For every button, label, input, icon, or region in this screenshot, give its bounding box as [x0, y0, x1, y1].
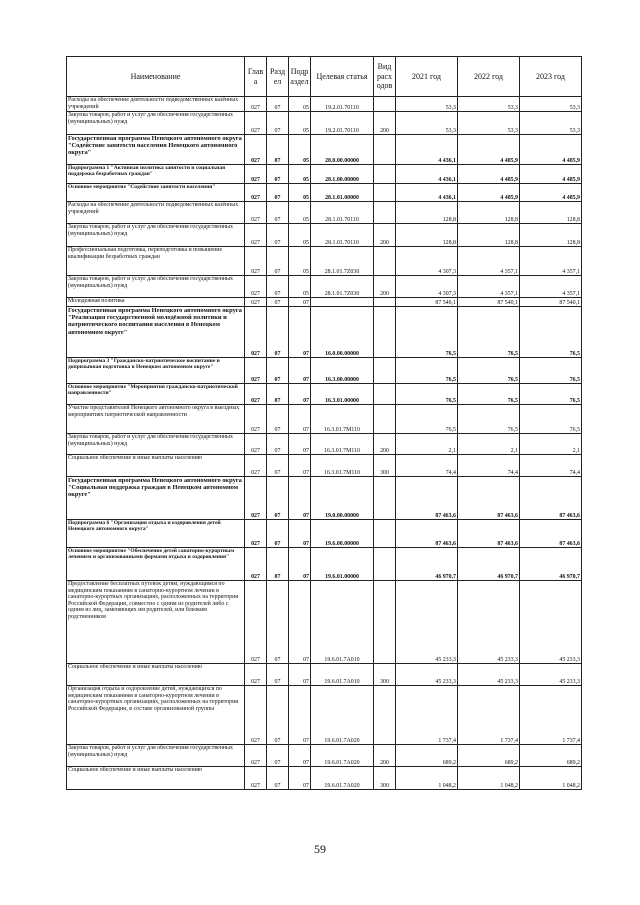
- row-glava: 027: [245, 112, 267, 135]
- row-podrazdel: 07: [289, 581, 311, 664]
- row-vid: 300: [374, 664, 396, 686]
- row-podrazdel: 05: [289, 276, 311, 298]
- row-podrazdel: 05: [289, 112, 311, 135]
- row-2021: 76,5: [396, 384, 458, 405]
- header-glava: Глав а: [245, 57, 267, 97]
- row-2022: 128,8: [458, 202, 520, 224]
- row-2021: 4 436,1: [396, 184, 458, 202]
- row-2021: 689,2: [396, 745, 458, 767]
- header-razdel: Разд ел: [267, 57, 289, 97]
- row-name: Расходы на обеспечение деятельности подведомственных казённых учреждений: [67, 202, 245, 224]
- row-2021: 4 436,1: [396, 135, 458, 165]
- table-row: [67, 112, 582, 135]
- table-row: [67, 358, 582, 384]
- row-podrazdel: 07: [289, 384, 311, 405]
- row-2022: 45 233,3: [458, 581, 520, 664]
- row-tselevaya: 16.3.00.00000: [311, 358, 374, 384]
- table-row: [67, 686, 582, 745]
- row-tselevaya: 19.2.01.70110: [311, 97, 374, 112]
- row-tselevaya: 28.1.01.7Z030: [311, 247, 374, 276]
- row-tselevaya: 19.6.01.7A020: [311, 767, 374, 790]
- row-razdel: 07: [267, 247, 289, 276]
- row-2023: 4 357,1: [520, 247, 582, 276]
- row-glava: 027: [245, 165, 267, 184]
- row-name: Основное мероприятие "Обеспечение детей санаторно-курортным лечением и организованными формами отдыха и оздоровления": [67, 548, 245, 581]
- row-razdel: 07: [267, 767, 289, 790]
- row-vid: [374, 477, 396, 520]
- row-name: Предоставление бесплатных путевок детям, нуждающимся по медицинским показаниям в санаторно-курортном лечении в санаторно-курортных организациях, расположенных на территории Российской Федерации, совместно с одним из родителей либо с одним из лиц, заменяющих им родителей, или близким родственником: [67, 581, 245, 664]
- row-razdel: 07: [267, 358, 289, 384]
- row-name: Закупка товаров, работ и услуг для обеспечения государственных (муниципальных) нужд: [67, 112, 245, 135]
- row-name: Социальное обеспечение и иные выплаты населению: [67, 767, 245, 790]
- row-name: Государственная программа Ненецкого автономного округа "Реализация государственной молодёжной политики и патриотического воспитания населения в Ненецком автономном округе": [67, 307, 245, 358]
- row-tselevaya: 28.1.01.00000: [311, 184, 374, 202]
- row-tselevaya: 19.6.01.7A020: [311, 686, 374, 745]
- table-row: [67, 455, 582, 477]
- row-vid: [374, 686, 396, 745]
- row-vid: [374, 202, 396, 224]
- row-glava: 027: [245, 664, 267, 686]
- row-2022: 2,1: [458, 434, 520, 455]
- table-row: [67, 434, 582, 455]
- row-glava: 027: [245, 520, 267, 548]
- row-glava: 027: [245, 135, 267, 165]
- row-podrazdel: 07: [289, 548, 311, 581]
- row-podrazdel: 07: [289, 358, 311, 384]
- row-2023: 53,3: [520, 97, 582, 112]
- row-2022: 128,8: [458, 224, 520, 247]
- row-2022: 76,5: [458, 384, 520, 405]
- row-2022: 689,2: [458, 745, 520, 767]
- row-2021: 4 307,3: [396, 247, 458, 276]
- row-2022: 76,5: [458, 358, 520, 384]
- row-razdel: 07: [267, 455, 289, 477]
- row-2021: 76,5: [396, 358, 458, 384]
- row-tselevaya: 28.1.01.70110: [311, 202, 374, 224]
- row-name: Подпрограмма 3 "Гражданско-патриотическое воспитание и допризывная подготовка в Ненецком автономном округе": [67, 358, 245, 384]
- row-name: Социальное обеспечение и иные выплаты населению: [67, 664, 245, 686]
- table-row: [67, 477, 582, 520]
- row-razdel: 07: [267, 184, 289, 202]
- row-razdel: 07: [267, 135, 289, 165]
- row-podrazdel: 05: [289, 135, 311, 165]
- row-podrazdel: 05: [289, 247, 311, 276]
- row-podrazdel: 05: [289, 202, 311, 224]
- row-2021: 46 970,7: [396, 548, 458, 581]
- row-2023: 4 357,1: [520, 276, 582, 298]
- row-vid: [374, 97, 396, 112]
- row-tselevaya: 19.6.01.7A010: [311, 581, 374, 664]
- row-glava: 027: [245, 202, 267, 224]
- table-row: [67, 276, 582, 298]
- row-2022: 87 463,6: [458, 520, 520, 548]
- table-row: [67, 224, 582, 247]
- row-2023: 689,2: [520, 745, 582, 767]
- row-razdel: 07: [267, 224, 289, 247]
- row-vid: [374, 184, 396, 202]
- row-glava: 027: [245, 434, 267, 455]
- row-razdel: 07: [267, 664, 289, 686]
- row-name: Участие представителей Ненецкого автономного округа в выездных мероприятиях патриотической направленности: [67, 405, 245, 434]
- row-2022: 87 463,6: [458, 477, 520, 520]
- row-2021: 53,3: [396, 112, 458, 135]
- row-razdel: 07: [267, 276, 289, 298]
- row-vid: [374, 405, 396, 434]
- row-razdel: 07: [267, 581, 289, 664]
- row-2022: 46 970,7: [458, 548, 520, 581]
- row-2022: 76,5: [458, 307, 520, 358]
- row-razdel: 07: [267, 112, 289, 135]
- row-name: Государственная программа Ненецкого автономного округа "Социальная поддержка граждан в Ненецком автономном округе": [67, 477, 245, 520]
- row-vid: [374, 581, 396, 664]
- header-podrazdel: Подр аздел: [289, 57, 311, 97]
- row-podrazdel: 07: [289, 298, 311, 307]
- row-tselevaya: [311, 298, 374, 307]
- row-vid: [374, 307, 396, 358]
- row-tselevaya: 16.3.01.7M110: [311, 455, 374, 477]
- row-vid: [374, 520, 396, 548]
- row-glava: 027: [245, 477, 267, 520]
- header-2022: 2022 год: [458, 57, 520, 97]
- row-2022: 4 485,9: [458, 135, 520, 165]
- row-2023: 74,4: [520, 455, 582, 477]
- row-2023: 87 463,6: [520, 520, 582, 548]
- row-vid: 200: [374, 745, 396, 767]
- row-name: Закупка товаров, работ и услуг для обеспечения государственных (муниципальных) нужд: [67, 745, 245, 767]
- row-2022: 74,4: [458, 455, 520, 477]
- row-podrazdel: 07: [289, 477, 311, 520]
- row-2021: 128,8: [396, 202, 458, 224]
- row-2021: 74,4: [396, 455, 458, 477]
- row-2021: 1 737,4: [396, 686, 458, 745]
- row-2021: 76,5: [396, 405, 458, 434]
- row-name: Государственная программа Ненецкого автономного округа "Содействие занятости населения Ненецкого автономного округа": [67, 135, 245, 165]
- row-glava: 027: [245, 298, 267, 307]
- row-2023: 128,8: [520, 202, 582, 224]
- row-razdel: 07: [267, 548, 289, 581]
- table-row: [67, 307, 582, 358]
- row-vid: [374, 298, 396, 307]
- row-glava: 027: [245, 405, 267, 434]
- row-razdel: 07: [267, 165, 289, 184]
- row-2022: 53,3: [458, 97, 520, 112]
- table-row: [67, 202, 582, 224]
- row-vid: [374, 247, 396, 276]
- row-razdel: 07: [267, 307, 289, 358]
- table-row: [67, 405, 582, 434]
- row-2022: 87 540,1: [458, 298, 520, 307]
- row-2023: 4 485,9: [520, 135, 582, 165]
- row-glava: 027: [245, 307, 267, 358]
- row-2022: 1 048,2: [458, 767, 520, 790]
- table-row: [67, 97, 582, 112]
- row-tselevaya: 16.3.01.7M110: [311, 434, 374, 455]
- table-row: [67, 581, 582, 664]
- row-glava: 027: [245, 184, 267, 202]
- row-razdel: 07: [267, 745, 289, 767]
- row-vid: 300: [374, 455, 396, 477]
- row-tselevaya: 16.3.01.7M110: [311, 405, 374, 434]
- row-glava: 027: [245, 686, 267, 745]
- row-glava: 027: [245, 745, 267, 767]
- row-razdel: 07: [267, 97, 289, 112]
- row-2021: 87 463,6: [396, 477, 458, 520]
- row-podrazdel: 07: [289, 405, 311, 434]
- table-row: [67, 664, 582, 686]
- row-vid: [374, 548, 396, 581]
- row-2021: 128,8: [396, 224, 458, 247]
- row-2023: 2,1: [520, 434, 582, 455]
- row-glava: 027: [245, 384, 267, 405]
- row-vid: [374, 384, 396, 405]
- row-glava: 027: [245, 455, 267, 477]
- row-2023: 76,5: [520, 307, 582, 358]
- row-tselevaya: 19.6.01.7A010: [311, 664, 374, 686]
- row-2022: 53,3: [458, 112, 520, 135]
- row-2021: 1 048,2: [396, 767, 458, 790]
- row-tselevaya: 28.0.00.00000: [311, 135, 374, 165]
- row-podrazdel: 05: [289, 165, 311, 184]
- row-2023: 53,3: [520, 112, 582, 135]
- row-2021: 87 463,6: [396, 520, 458, 548]
- row-2023: 45 233,3: [520, 664, 582, 686]
- row-2023: 45 233,3: [520, 581, 582, 664]
- table-row: [67, 298, 582, 307]
- row-glava: 027: [245, 97, 267, 112]
- row-podrazdel: 05: [289, 224, 311, 247]
- row-name: Подпрограмма 1 "Активная политика занятости и социальная поддержка безработных граждан": [67, 165, 245, 184]
- row-razdel: 07: [267, 384, 289, 405]
- table-row: [67, 184, 582, 202]
- row-2021: 45 233,3: [396, 664, 458, 686]
- row-tselevaya: 19.6.01.7A020: [311, 745, 374, 767]
- table-row: [67, 247, 582, 276]
- row-2022: 45 233,3: [458, 664, 520, 686]
- row-glava: 027: [245, 276, 267, 298]
- row-tselevaya: 19.6.00.00000: [311, 520, 374, 548]
- table-row: [67, 745, 582, 767]
- table-row: [67, 135, 582, 165]
- row-2023: 76,5: [520, 384, 582, 405]
- row-2023: 4 485,9: [520, 165, 582, 184]
- header-2021: 2021 год: [396, 57, 458, 97]
- row-razdel: 07: [267, 434, 289, 455]
- row-2023: 46 970,7: [520, 548, 582, 581]
- row-vid: [374, 358, 396, 384]
- row-podrazdel: 07: [289, 520, 311, 548]
- row-vid: [374, 165, 396, 184]
- header-tselevaya-statya: Целевая статья: [311, 57, 374, 97]
- row-glava: 027: [245, 548, 267, 581]
- row-2023: 1 048,2: [520, 767, 582, 790]
- table-row: [67, 767, 582, 790]
- row-name: Закупка товаров, работ и услуг для обеспечения государственных (муниципальных) нужд: [67, 224, 245, 247]
- row-vid: 200: [374, 224, 396, 247]
- row-name: Подпрограмма 6 "Организация отдыха и оздоровления детей Ненецкого автономного округа": [67, 520, 245, 548]
- row-name: Профессиональная подготовка, переподготовка и повышение квалификации безработных граждан: [67, 247, 245, 276]
- row-vid: 200: [374, 276, 396, 298]
- row-razdel: 07: [267, 477, 289, 520]
- row-tselevaya: 19.0.00.00000: [311, 477, 374, 520]
- header-2023: 2023 год: [520, 57, 582, 97]
- row-name: Основное мероприятие "Содействие занятости населения": [67, 184, 245, 202]
- row-2021: 2,1: [396, 434, 458, 455]
- row-podrazdel: 05: [289, 97, 311, 112]
- row-2022: 76,5: [458, 405, 520, 434]
- row-2023: 128,8: [520, 224, 582, 247]
- row-podrazdel: 07: [289, 434, 311, 455]
- row-2022: 4 485,9: [458, 184, 520, 202]
- row-name: Молодежная политика: [67, 298, 245, 307]
- table-row: [67, 165, 582, 184]
- row-2021: 4 436,1: [396, 165, 458, 184]
- row-razdel: 07: [267, 202, 289, 224]
- row-2023: 4 485,9: [520, 184, 582, 202]
- row-2023: 1 737,4: [520, 686, 582, 745]
- row-podrazdel: 07: [289, 686, 311, 745]
- table-row: [67, 384, 582, 405]
- row-glava: 027: [245, 581, 267, 664]
- header-name: Наименование: [67, 57, 245, 97]
- row-glava: 027: [245, 224, 267, 247]
- row-tselevaya: 19.2.01.70110: [311, 112, 374, 135]
- row-vid: 200: [374, 434, 396, 455]
- row-razdel: 07: [267, 405, 289, 434]
- row-podrazdel: 07: [289, 664, 311, 686]
- row-name: Закупка товаров, работ и услуг для обеспечения государственных (муниципальных) нужд: [67, 434, 245, 455]
- row-2022: 4 357,1: [458, 276, 520, 298]
- row-2023: 76,5: [520, 358, 582, 384]
- row-name: Закупка товаров, работ и услуг для обеспечения государственных (муниципальных) нужд: [67, 276, 245, 298]
- row-podrazdel: 07: [289, 455, 311, 477]
- row-2021: 45 233,3: [396, 581, 458, 664]
- row-2021: 53,3: [396, 97, 458, 112]
- row-glava: 027: [245, 247, 267, 276]
- row-name: Расходы на обеспечение деятельности подведомственных казённых учреждений: [67, 97, 245, 112]
- row-podrazdel: 07: [289, 745, 311, 767]
- row-name: Социальное обеспечение и иные выплаты населению: [67, 455, 245, 477]
- row-2021: 87 540,1: [396, 298, 458, 307]
- row-vid: 300: [374, 767, 396, 790]
- row-razdel: 07: [267, 686, 289, 745]
- row-2021: 4 307,3: [396, 276, 458, 298]
- row-tselevaya: 16.3.01.00000: [311, 384, 374, 405]
- table-row: [67, 548, 582, 581]
- row-podrazdel: 05: [289, 184, 311, 202]
- row-2022: 1 737,4: [458, 686, 520, 745]
- row-tselevaya: 28.1.00.00000: [311, 165, 374, 184]
- row-2023: 87 463,6: [520, 477, 582, 520]
- row-vid: [374, 135, 396, 165]
- row-glava: 027: [245, 767, 267, 790]
- row-tselevaya: 19.6.01.00000: [311, 548, 374, 581]
- table-row: [67, 520, 582, 548]
- row-glava: 027: [245, 358, 267, 384]
- row-2022: 4 485,9: [458, 165, 520, 184]
- row-podrazdel: 07: [289, 307, 311, 358]
- page-number: 59: [314, 842, 326, 856]
- row-name: Организация отдыха и оздоровление детей, нуждающихся по медицинским показаниям в санаторно-курортном лечении в санаторно-курортных организациях, расположенных на территории Российской Федерации, в составе организованной группы: [67, 686, 245, 745]
- row-tselevaya: 16.0.00.00000: [311, 307, 374, 358]
- header-vid-rashodov: Вид расх одов: [374, 57, 396, 97]
- row-tselevaya: 28.1.01.7Z030: [311, 276, 374, 298]
- row-podrazdel: 07: [289, 767, 311, 790]
- row-razdel: 07: [267, 520, 289, 548]
- table-header-row: [67, 57, 582, 97]
- row-razdel: 07: [267, 298, 289, 307]
- budget-table: [66, 56, 582, 790]
- row-2023: 87 540,1: [520, 298, 582, 307]
- row-name: Основное мероприятие "Мероприятия гражданско-патриотической направленности": [67, 384, 245, 405]
- row-tselevaya: 28.1.01.70110: [311, 224, 374, 247]
- row-2023: 76,5: [520, 405, 582, 434]
- row-2022: 4 357,1: [458, 247, 520, 276]
- row-vid: 200: [374, 112, 396, 135]
- row-2021: 76,5: [396, 307, 458, 358]
